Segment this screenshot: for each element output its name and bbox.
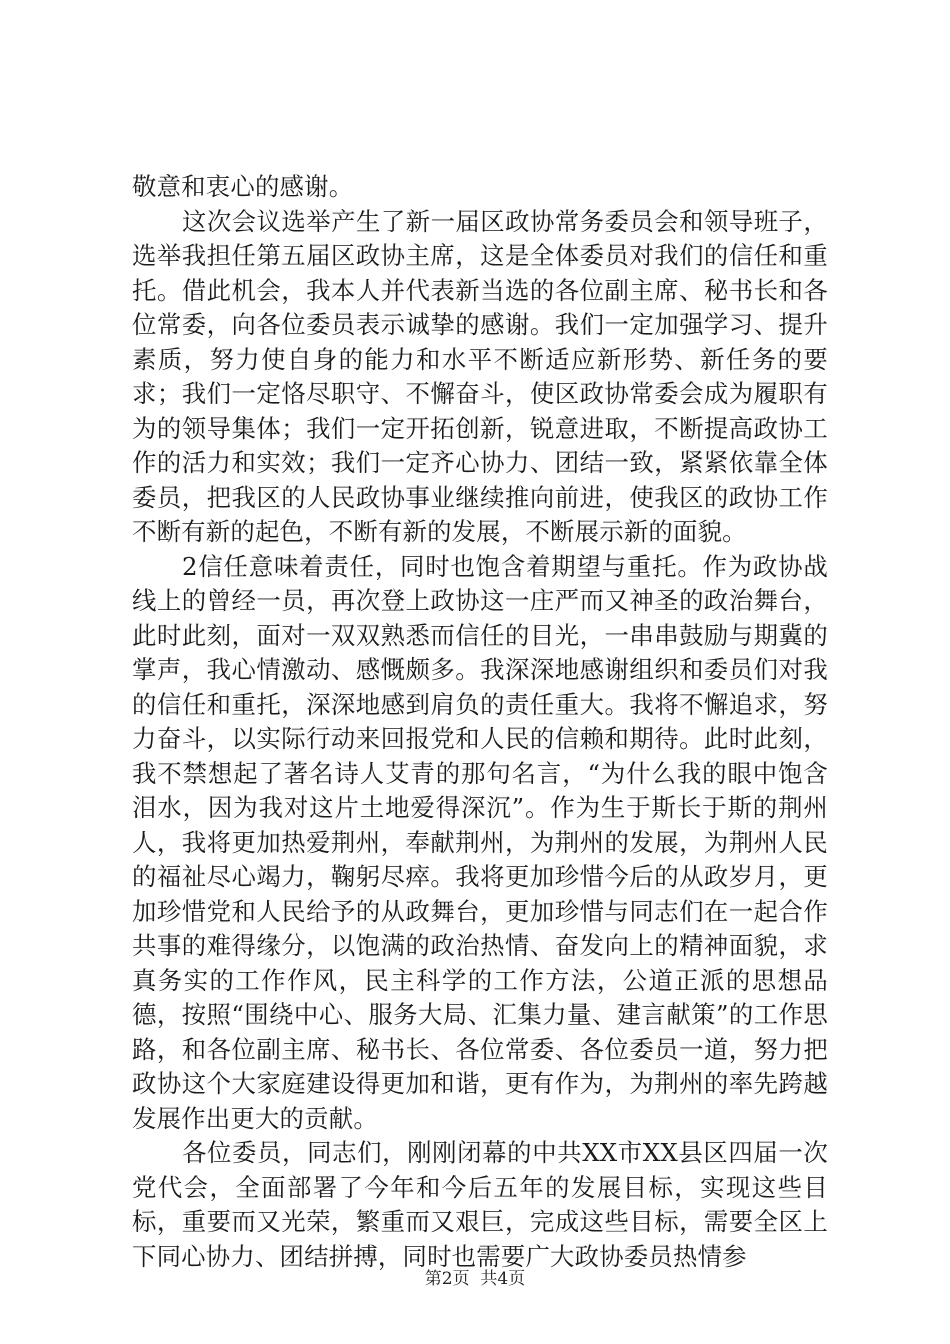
page-number: 第2页 <box>424 1269 470 1289</box>
paragraph-4: 各位委员，同志们，刚刚闭幕的中共XX市XX县区四届一次党代会，全面部署了今年和今后五年的发展目标，实现这些目标，重要而又光荣，繁重而又艰巨，完成这些目标，需要全区上下同心协力、团结拼搏，同时也需要广大政协委员热情参 <box>132 1138 828 1271</box>
paragraph-1: 敬意和衷心的感谢。 <box>132 172 354 201</box>
page-footer <box>0 1268 950 1290</box>
paragraph-2: 这次会议选举产生了新一届区政协常务委员会和领导班子，选举我担任第五届区政协主席，这是全体委员对我们的信任和重托。借此机会，我本人并代表新当选的各位副主席、秘书长和各位常委，向各位委员表示诚挚的感谢。我们一定加强学习、提升素质，努力使自身的能力和水平不断适应新形势、新任务的要求；我们一定恪尽职守、不懈奋斗，使区政协常委会成为履职有为的领导集体；我们一定开拓创新，锐意进取，不断提高政协工作的活力和实效；我们一定齐心协力、团结一致，紧紧依靠全体委员，把我区的人民政协事业继续推向前进，使我区的政协工作不断有新的起色，不断有新的发展，不断展示新的面貌。 <box>132 206 828 546</box>
total-pages: 共4页 <box>480 1269 526 1289</box>
footer-separator <box>470 1269 481 1289</box>
paragraph-3: 2信任意味着责任，同时也饱含着期望与重托。作为政协战线上的曾经一员，再次登上政协这一庄严而又神圣的政治舞台，此时此刻，面对一双双熟悉而信任的目光，一串串鼓励与期冀的掌声，我心情激动、感慨颇多。我深深地感谢组织和委员们对我的信任和重托，深深地感到肩负的责任重大。我将不懈追求，努力奋斗，以实际行动来回报党和人民的信赖和期待。此时此刻，我不禁想起了著名诗人艾青的那句名言，“为什么我的眼中饱含泪水，因为我对这片土地爱得深沉”。作为生于斯长于斯的荆州人，我将更加热爱荆州，奉献荆州，为荆州的发展，为荆州人民的福祉尽心竭力，鞠躬尽瘁。我将更加珍惜今后的从政岁月，更加珍惜党和人民给予的从政舞台，更加珍惜与同志们在一起合作共事的难得缘分，以饱满的政治热情、奋发向上的精神面貌，求真务实的工作作风，民主科学的工作方法，公道正派的思想品德，按照“围绕中心、服务大局、汇集力量、建言献策”的工作思路，和各位副主席、秘书长、各位常委、各位委员一道，努力把政协这个大家庭建设得更加和谐，更有作为，为荆州的率先跨越发展作出更大的贡献。 <box>132 551 828 1133</box>
document-body <box>132 170 828 1274</box>
